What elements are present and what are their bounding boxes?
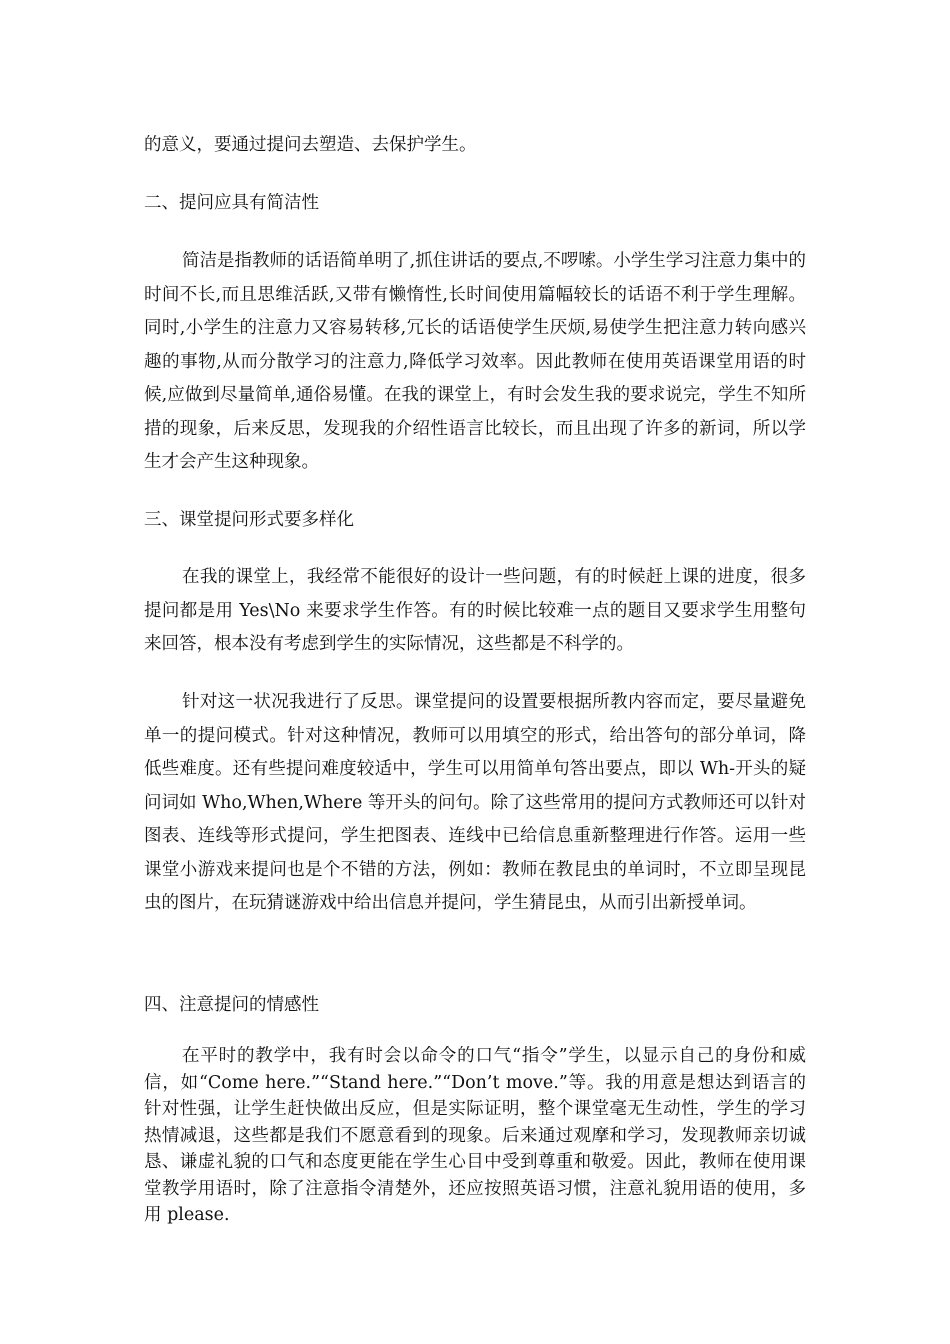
paragraph-conciseness: 简洁是指教师的话语简单明了,抓住讲话的要点,不啰嗦。小学生学习注意力集中的时间不长,而且思维活跃,又带有懒惰性,长时间使用篇幅较长的话语不利于学生理解。同时,小学生的注意力又容易转移,冗长的话语使学生厌烦,易使学生把注意力转向感兴趣的事物,从而分散学习的注意力,降低学习效率。因此教师在使用英语课堂用语的时候,应做到尽量简单,通俗易懂。在我的课堂上，有时会发生我的要求说完，学生不知所措的现象，后来反思，发现我的介绍性语言比较长，而且出现了许多的新词，所以学生才会产生这种现象。 — [144, 251, 806, 472]
section-heading-2: 二、提问应具有简洁性 — [144, 193, 319, 213]
section-heading-4: 四、注意提问的情感性 — [144, 995, 319, 1015]
paragraph-continuation: 的意义，要通过提问去塑造、去保护学生。 — [144, 135, 477, 155]
section-heading-3: 三、课堂提问形式要多样化 — [144, 510, 354, 530]
paragraph-reflection: 针对这一状况我进行了反思。课堂提问的设置要根据所教内容而定，要尽量避免单一的提问模式。针对这种情况，教师可以用填空的形式，给出答句的部分单词，降低些难度。还有些提问难度较适中，学生可以用简单句答出要点，即以 Wh-开头的疑问词如 Who,When,Where 等开头的问句。除了这些常用的提问方式教师还可以针对图表、连线等形式提问，学生把图表、连线中已给信息重新整理进行作答。运用一些课堂小游戏来提问也是个不错的方法，例如：教师在教昆虫的单词时，不立即呈现昆虫的图片，在玩猜谜游戏中给出信息并提问，学生猜昆虫，从而引出新授单词。 — [144, 692, 806, 913]
paragraph-emotional: 在平时的教学中，我有时会以命令的口气“指令”学生，以显示自己的身份和威信，如“Come here.”“Stand here.”“Don’t move.”等。我的用意是想达到语言的针对性强，让学生赶快做出反应，但是实际证明，整个课堂毫无生动性，学生的学习热情减退，这些都是我们不愿意看到的现象。后来通过观摩和学习，发现教师亲切诚恳、谦虚礼貌的口气和态度更能在学生心目中受到尊重和敬爱。因此，教师在使用课堂教学用语时，除了注意指令清楚外，还应按照英语习惯，注意礼貌用语的使用，多用 please. — [144, 1046, 806, 1225]
paragraph-question-forms: 在我的课堂上，我经常不能很好的设计一些问题，有的时候赶上课的进度，很多提问都是用 Yes\No 来要求学生作答。有的时候比较难一点的题目又要求学生用整句来回答，根本没有考虑到学生的实际情况，这些都是不科学的。 — [144, 567, 806, 654]
